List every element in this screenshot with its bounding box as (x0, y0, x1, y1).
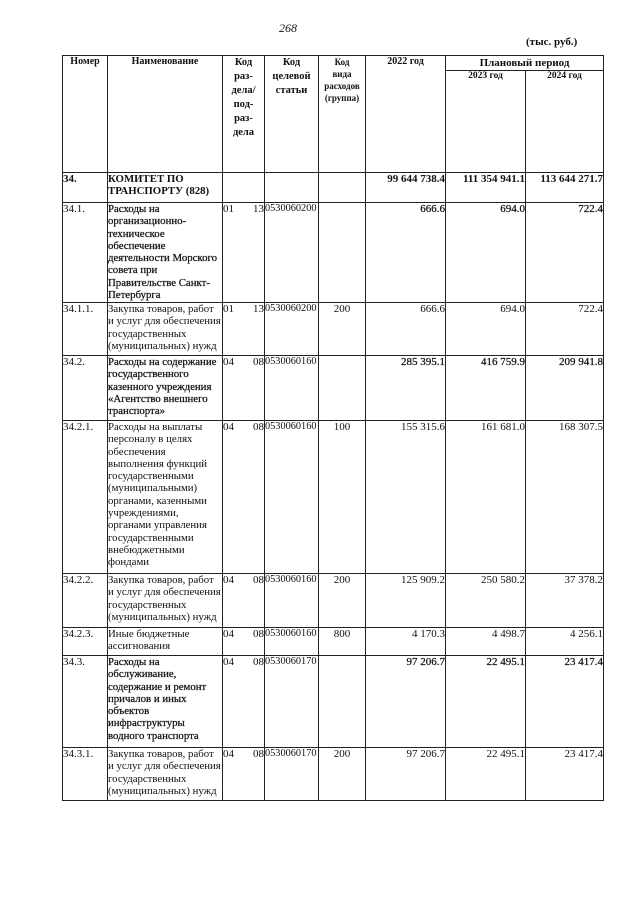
section-code-value: 01 (223, 203, 234, 215)
row-number: 34. (63, 173, 108, 203)
header-section-code-line: Код (234, 57, 253, 68)
target-article-code: 0530060170 (265, 656, 319, 748)
table-row (63, 203, 604, 303)
amount-2023: 250 580.2 (446, 574, 526, 628)
subsection-code-value: 08 (253, 748, 264, 760)
header-target-code (265, 56, 319, 173)
expense-type-code (319, 203, 366, 303)
header-expense-code-line: вида (332, 69, 352, 79)
header-number: Номер (63, 56, 108, 173)
header-planned-period: Плановый период (446, 56, 604, 71)
table-row (63, 303, 604, 356)
amount-2023: 694.0 (446, 203, 526, 303)
target-article-code: 0530060160 (265, 421, 319, 574)
table-row (63, 421, 604, 574)
expense-type-code (319, 656, 366, 748)
section-code (223, 748, 264, 760)
amount-2022: 155 315.6 (366, 421, 446, 574)
amount-2022: 99 644 738.4 (366, 173, 446, 203)
section-code-cell (223, 656, 265, 748)
table-body (63, 173, 604, 801)
amount-2023: 111 354 941.1 (446, 173, 526, 203)
subsection-code-value: 08 (253, 574, 264, 586)
section-code-value: 04 (223, 574, 234, 586)
amount-2023: 4 498.7 (446, 628, 526, 656)
amount-2022: 125 909.2 (366, 574, 446, 628)
amount-2023: 694.0 (446, 303, 526, 356)
expense-type-code: 200 (319, 574, 366, 628)
row-number: 34.3. (63, 656, 108, 748)
table-header (63, 56, 604, 173)
subsection-code-value: 08 (253, 656, 264, 668)
expense-type-code (319, 173, 366, 203)
section-code-value: 04 (223, 356, 234, 368)
amount-2024: 168 307.5 (526, 421, 604, 574)
row-number: 34.2. (63, 356, 108, 421)
amount-2023: 22 495.1 (446, 656, 526, 748)
expense-type-code (319, 356, 366, 421)
section-code-cell (223, 356, 265, 421)
section-code-cell (223, 748, 265, 801)
target-article-code (265, 173, 319, 203)
row-name: Расходы на организационно-техническое обеспечение деятельности Морского совета при Правительстве Санкт-Петербурга (108, 203, 223, 303)
subsection-code-value: 08 (253, 356, 264, 368)
page-number: 268 (279, 21, 297, 35)
header-expense-code-line: расходов (324, 81, 360, 91)
row-number: 34.2.1. (63, 421, 108, 574)
amount-2024: 722.4 (526, 303, 604, 356)
target-article-code: 0530060160 (265, 356, 319, 421)
section-code (223, 356, 264, 368)
section-code (223, 656, 264, 668)
row-name: Расходы на обслуживание, содержание и ремонт причалов и иных объектов инфраструктуры водного транспорта (108, 656, 223, 748)
header-year-2022: 2022 год (366, 56, 446, 173)
target-article-code: 0530060170 (265, 748, 319, 801)
header-year-2023: 2023 год (446, 71, 526, 173)
amount-2024: 23 417.4 (526, 748, 604, 801)
amount-2022: 97 206.7 (366, 748, 446, 801)
table-row (63, 628, 604, 656)
row-name: КОМИТЕТ ПО ТРАНСПОРТУ (828) (108, 173, 223, 203)
section-code-value: 04 (223, 748, 234, 760)
target-article-code: 0530060160 (265, 628, 319, 656)
header-target-code-line: целевой (272, 71, 311, 82)
row-number: 34.3.1. (63, 748, 108, 801)
row-name: Закупка товаров, работ и услуг для обеспечения государственных (муниципальных) нужд (108, 748, 223, 801)
header-year-2024: 2024 год (526, 71, 604, 173)
amount-2022: 285 395.1 (366, 356, 446, 421)
amount-2022: 666.6 (366, 203, 446, 303)
header-row (63, 56, 604, 71)
header-section-code-line: дела (232, 127, 255, 138)
target-article-code: 0530060200 (265, 203, 319, 303)
header-target-code-line: Код (282, 57, 301, 68)
section-code-cell (223, 173, 265, 203)
header-expense-code-line: Код (334, 57, 350, 67)
row-name: Иные бюджетные ассигнования (108, 628, 223, 656)
units-label: (тыс. руб.) (526, 36, 578, 48)
header-section-code-line: раз- (234, 113, 253, 124)
section-code-cell (223, 628, 265, 656)
expense-type-code: 800 (319, 628, 366, 656)
row-number: 34.1. (63, 203, 108, 303)
header-expense-code-line: (группа) (324, 93, 360, 103)
budget-table (62, 55, 604, 801)
row-name: Закупка товаров, работ и услуг для обеспечения государственных (муниципальных) нужд (108, 303, 223, 356)
expense-type-code: 200 (319, 748, 366, 801)
amount-2022: 666.6 (366, 303, 446, 356)
subsection-code-value: 08 (253, 628, 264, 640)
section-code-cell (223, 574, 265, 628)
amount-2024: 23 417.4 (526, 656, 604, 748)
row-name: Расходы на содержание государственного казенного учреждения «Агентство внешнего транспорта» (108, 356, 223, 421)
section-code-cell (223, 203, 265, 303)
section-code-value: 04 (223, 656, 234, 668)
section-code (223, 628, 264, 640)
subsection-code-value: 08 (253, 421, 264, 433)
amount-2022: 4 170.3 (366, 628, 446, 656)
row-number: 34.2.2. (63, 574, 108, 628)
amount-2024: 209 941.8 (526, 356, 604, 421)
section-code-value: 01 (223, 303, 234, 315)
section-code (223, 203, 264, 215)
header-section-code-line: под- (233, 99, 254, 110)
amount-2023: 22 495.1 (446, 748, 526, 801)
amount-2022: 97 206.7 (366, 656, 446, 748)
table-row (63, 656, 604, 748)
amount-2024: 4 256.1 (526, 628, 604, 656)
section-code (223, 421, 264, 433)
subsection-code-value: 13 (253, 203, 264, 215)
header-section-code (223, 56, 265, 173)
amount-2023: 416 759.9 (446, 356, 526, 421)
target-article-code: 0530060200 (265, 303, 319, 356)
header-expense-code (319, 56, 366, 173)
table-row (63, 356, 604, 421)
expense-type-code: 200 (319, 303, 366, 356)
section-code (223, 574, 264, 586)
table-row (63, 748, 604, 801)
section-code-cell (223, 303, 265, 356)
table-row (63, 574, 604, 628)
subsection-code-value: 13 (253, 303, 264, 315)
table-row (63, 173, 604, 203)
header-name: Наименование (108, 56, 223, 173)
header-target-code-line: статьи (275, 85, 308, 96)
section-code (223, 303, 264, 315)
row-number: 34.1.1. (63, 303, 108, 356)
row-name: Закупка товаров, работ и услуг для обеспечения государственных (муниципальных) нужд (108, 574, 223, 628)
amount-2024: 722.4 (526, 203, 604, 303)
amount-2023: 161 681.0 (446, 421, 526, 574)
amount-2024: 113 644 271.7 (526, 173, 604, 203)
amount-2024: 37 378.2 (526, 574, 604, 628)
target-article-code: 0530060160 (265, 574, 319, 628)
section-code-value: 04 (223, 421, 234, 433)
row-number: 34.2.3. (63, 628, 108, 656)
row-name: Расходы на выплаты персоналу в целях обеспечения выполнения функций государственными (муниципальными) органами, казенными учреждениями, органами управления государственными внебюджетными фондами (108, 421, 223, 574)
expense-type-code: 100 (319, 421, 366, 574)
section-code-value: 04 (223, 628, 234, 640)
header-section-code-line: дела/ (231, 85, 256, 96)
section-code-cell (223, 421, 265, 574)
header-section-code-line: раз- (234, 71, 253, 82)
